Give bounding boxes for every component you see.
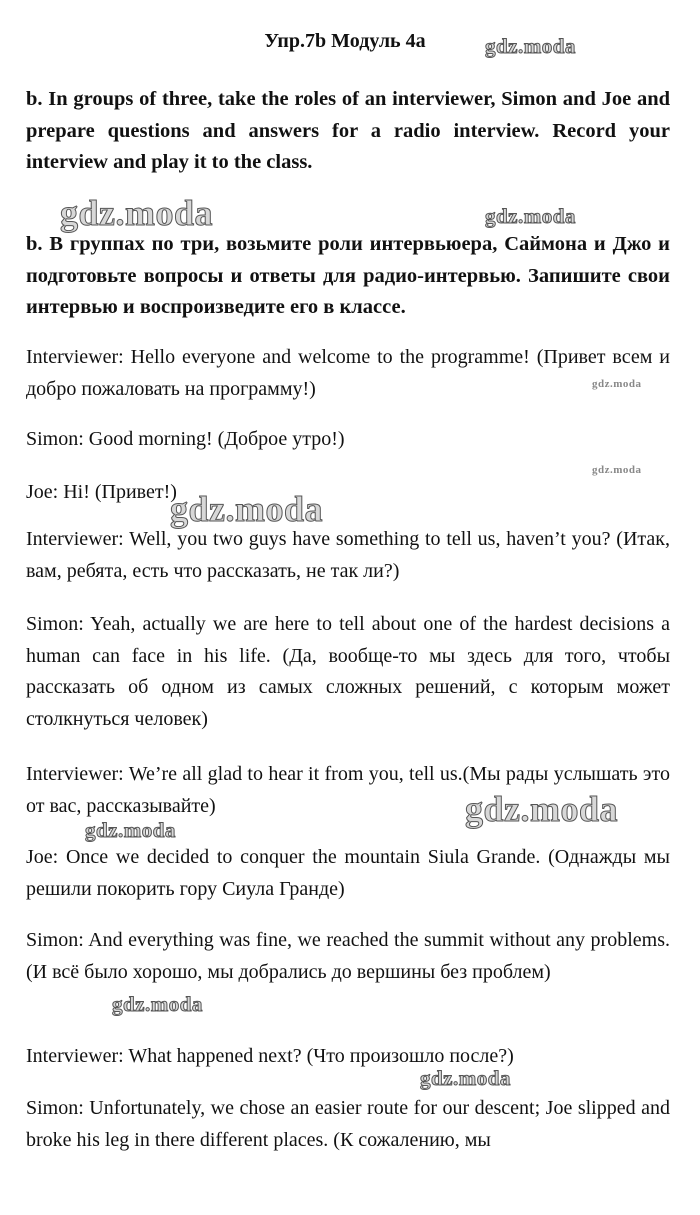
page-title: Упр.7b Модуль 4a xyxy=(264,30,426,52)
watermark: gdz.moda xyxy=(485,34,576,58)
dialogue-line: Simon: Yeah, actually we are here to tell about one of the hardest decisions a human can face in his life. (Да, вообще-то мы здесь для того, чтобы рассказать об одном из самых сложных решений, с которым может столкнуться человек) xyxy=(26,613,670,730)
watermark: gdz.moda xyxy=(592,378,642,390)
dialogue-line: Simon: And everything was fine, we reached the summit without any problems. (И всё было хорошо, мы добрались до вершины без проблем) xyxy=(26,929,670,983)
watermark: gdz.moda xyxy=(112,992,203,1016)
watermark: gdz.moda xyxy=(420,1066,511,1090)
watermark: gdz.moda xyxy=(85,818,176,842)
dialogue-line: Joe: Once we decided to conquer the mountain Siula Grande. (Однажды мы решили покорить гору Сиула Гранде) xyxy=(26,846,670,900)
watermark: gdz.moda xyxy=(170,489,324,529)
watermark: gdz.moda xyxy=(465,789,619,829)
dialogue-line: Simon: Unfortunately, we chose an easier route for our descent; Joe slipped and broke his leg in there different places. (К сожалению, мы xyxy=(26,1097,670,1151)
dialogue-line: Simon: Good morning! (Доброе утро!) xyxy=(26,428,345,450)
dialogue-line: Joe: Hi! (Привет!) xyxy=(26,481,177,503)
watermark: gdz.moda xyxy=(592,464,642,476)
task-russian: b. В группах по три, возьмите роли интервьюера, Саймона и Джо и подготовьте вопросы и ответы для радио-интервью. Запишите свои интервью и воспроизведите его в классе. xyxy=(26,233,670,319)
watermark: gdz.moda xyxy=(60,193,214,233)
dialogue-line: Interviewer: Hello everyone and welcome to the programme! (Привет всем и добро пожаловать на программу!) xyxy=(26,346,670,400)
watermark: gdz.moda xyxy=(485,204,576,228)
task-english: b. In groups of three, take the roles of an interviewer, Simon and Joe and prepare questions and answers for a radio interview. Record your interview and play it to the class. xyxy=(26,88,670,174)
dialogue-line: Interviewer: Well, you two guys have something to tell us, haven’t you? (Итак, вам, ребята, есть что рассказать, не так ли?) xyxy=(26,528,670,582)
dialogue-line: Interviewer: We’re all glad to hear it from you, tell us.(Мы рады услышать это от вас, рассказывайте) xyxy=(26,763,670,817)
dialogue-line: Interviewer: What happened next? (Что произошло после?) xyxy=(26,1045,514,1067)
